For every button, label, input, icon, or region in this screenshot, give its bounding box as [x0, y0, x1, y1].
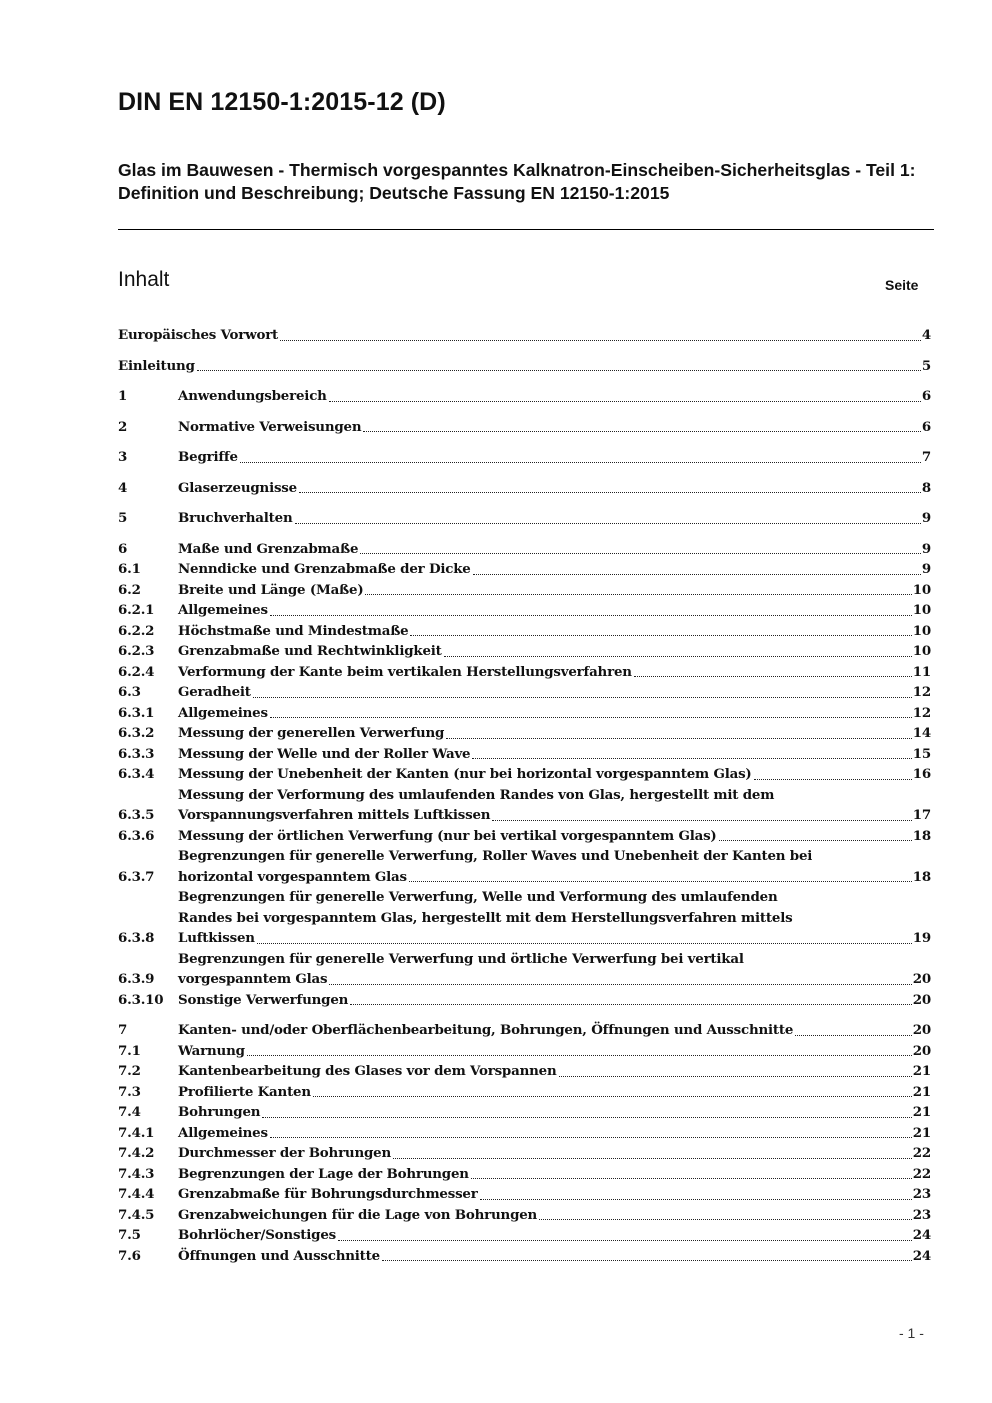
dot-leader	[539, 1219, 912, 1220]
toc-entry-title-line: Begrenzungen für generelle Verwerfung, Welle und Verformung des umlaufenden	[178, 889, 778, 905]
toc-entry-page: 18	[912, 827, 931, 844]
toc-entry-title: Durchmesser der Bohrungen	[178, 1145, 392, 1161]
toc-entry-page: 10	[912, 622, 931, 639]
toc-entry[interactable]	[118, 1246, 931, 1267]
toc-entry[interactable]	[118, 846, 931, 887]
toc-entry-title: Messung der örtlichen Verwerfung (nur bei vertikal vorgespanntem Glas)	[178, 827, 717, 844]
toc-entry[interactable]	[118, 662, 931, 683]
toc-entry[interactable]	[118, 764, 931, 785]
toc-entry-page: 21	[912, 1063, 931, 1079]
toc-entry[interactable]	[118, 1020, 931, 1041]
table-of-contents	[118, 325, 931, 1266]
toc-entry-title: Glaserzeugnisse	[178, 479, 297, 496]
toc-entry-number: 7.3	[118, 1083, 141, 1100]
toc-entry[interactable]	[118, 478, 931, 499]
toc-entry-page: 20	[912, 971, 931, 987]
toc-entry-title: Anwendungsbereich	[178, 388, 327, 404]
dot-leader	[473, 574, 921, 575]
toc-entry-page: 10	[912, 643, 931, 659]
toc-entry[interactable]	[118, 621, 931, 642]
dot-leader	[270, 1137, 912, 1138]
toc-entry-page: 22	[912, 1145, 931, 1161]
toc-entry-title: Profilierte Kanten	[178, 1083, 311, 1100]
toc-entry-title: Luftkissen	[178, 930, 255, 946]
document-title: Glas im Bauwesen - Thermisch vorgespanntes Kalknatron-Einscheiben-Sicherheitsglas - Teil 1: Definition und Beschreibung; Deutsche Fassung EN 12150-1:2015	[118, 160, 916, 203]
page-column-label: Seite	[885, 277, 919, 293]
toc-entry-number: 7.4.1	[118, 1124, 155, 1141]
toc-entry[interactable]	[118, 641, 931, 662]
dot-leader	[197, 370, 921, 371]
toc-entry-title: Breite und Länge (Maße)	[178, 581, 364, 598]
toc-entry-title: Normative Verweisungen	[178, 418, 362, 435]
toc-entry-page: 24	[912, 1247, 931, 1264]
dot-leader	[492, 820, 911, 821]
toc-entry-title: Grenzabweichungen für die Lage von Bohrungen	[178, 1206, 538, 1223]
toc-entry-title: Europäisches Vorwort	[118, 327, 279, 343]
dot-leader	[444, 656, 912, 657]
toc-entry-page: 14	[912, 725, 931, 741]
toc-entry-title: Öffnungen und Ausschnitte	[178, 1247, 380, 1264]
toc-entry-number: 6.3.1	[118, 704, 155, 721]
dot-leader	[350, 1004, 912, 1005]
dot-leader	[410, 635, 911, 636]
dot-leader	[338, 1240, 912, 1241]
toc-entry[interactable]	[118, 417, 931, 438]
dot-leader	[363, 431, 920, 432]
toc-entry-number: 6.3.6	[118, 827, 155, 844]
toc-heading: Inhalt	[118, 268, 170, 291]
toc-entry-page: 21	[912, 1083, 931, 1100]
dot-leader	[754, 779, 912, 780]
toc-entry-title: Warnung	[178, 1042, 245, 1059]
toc-entry-number: 6	[118, 540, 128, 557]
toc-entry-number: 6.3.4	[118, 766, 155, 782]
dot-leader	[393, 1158, 912, 1159]
toc-entry-number: 6.3.9	[118, 971, 155, 987]
toc-entry-title: Grenzabmaße für Bohrungsdurchmesser	[178, 1186, 478, 1202]
toc-entry[interactable]	[118, 744, 931, 765]
toc-entry-number: 6.2	[118, 581, 141, 598]
toc-entry-page: 15	[912, 745, 931, 762]
toc-entry[interactable]	[118, 1205, 931, 1226]
toc-entry-page: 11	[912, 663, 931, 680]
toc-entry-number: 6.3.3	[118, 745, 155, 762]
toc-entry-page: 7	[921, 449, 931, 465]
toc-entry-number: 6.2.3	[118, 643, 155, 659]
toc-entry-number: 6.3.5	[118, 807, 155, 823]
dot-leader	[253, 697, 912, 698]
toc-entry-page: 20	[912, 1022, 931, 1038]
dot-leader	[471, 1178, 912, 1179]
toc-entry[interactable]	[118, 1061, 931, 1082]
toc-entry-page: 9	[921, 540, 931, 557]
toc-entry-page: 21	[912, 1124, 931, 1141]
toc-entry-page: 12	[912, 704, 931, 721]
dot-leader	[257, 943, 912, 944]
dot-leader	[559, 1076, 912, 1077]
toc-entry-title: vorgespanntem Glas	[178, 971, 328, 987]
dot-leader	[247, 1055, 912, 1056]
toc-entry-page: 10	[912, 581, 931, 598]
toc-entry[interactable]	[118, 1184, 931, 1205]
toc-entry-number: 6.3.2	[118, 725, 155, 741]
dot-leader	[329, 401, 921, 402]
toc-entry-title: Messung der Unebenheit der Kanten (nur bei horizontal vorgespanntem Glas)	[178, 766, 752, 782]
toc-entry-title: Allgemeines	[178, 704, 268, 721]
toc-entry[interactable]	[118, 1225, 931, 1246]
toc-entry-title: Einleitung	[118, 357, 195, 374]
toc-entry-number: 7.4	[118, 1104, 141, 1120]
toc-entry-title: Bohrlöcher/Sonstiges	[178, 1227, 336, 1243]
toc-entry[interactable]	[118, 723, 931, 744]
toc-entry-number: 7	[118, 1022, 128, 1038]
toc-entry[interactable]	[118, 1102, 931, 1123]
toc-entry-page: 20	[912, 1042, 931, 1059]
toc-entry-title: Vorspannungsverfahren mittels Luftkissen	[178, 807, 491, 823]
dot-leader	[634, 676, 912, 677]
dot-leader	[382, 1260, 912, 1261]
dot-leader	[240, 462, 921, 463]
toc-entry-page: 23	[912, 1186, 931, 1202]
toc-entry-number: 6.2.4	[118, 663, 155, 680]
toc-entry[interactable]	[118, 559, 931, 580]
toc-entry-number: 7.5	[118, 1227, 141, 1243]
toc-entry-title-line: Begrenzungen für generelle Verwerfung und örtliche Verwerfung bei vertikal	[178, 950, 744, 967]
dot-leader	[280, 340, 921, 341]
toc-entry[interactable]	[118, 887, 931, 949]
toc-entry-number: 7.4.5	[118, 1206, 155, 1223]
toc-entry[interactable]	[118, 356, 931, 377]
toc-entry-title: Verformung der Kante beim vertikalen Herstellungsverfahren	[178, 663, 632, 680]
toc-entry-title: Bohrungen	[178, 1104, 261, 1120]
dot-leader	[313, 1096, 912, 1097]
toc-entry-number: 6.3.10	[118, 991, 164, 1008]
toc-entry-page: 6	[921, 388, 931, 404]
toc-entry-title: Messung der Welle und der Roller Wave	[178, 745, 471, 762]
toc-entry-number: 6.2.1	[118, 602, 155, 618]
toc-entry-title-line: Begrenzungen für generelle Verwerfung, Roller Waves und Unebenheit der Kanten bei	[178, 848, 813, 864]
toc-entry-page: 18	[912, 868, 931, 885]
dot-leader	[365, 594, 911, 595]
toc-entry-number: 7.6	[118, 1247, 141, 1264]
toc-entry-title-line: Randes bei vorgespanntem Glas, hergestellt mit dem Herstellungsverfahren mittels	[178, 909, 793, 926]
toc-entry-page: 4	[921, 327, 931, 343]
toc-entry[interactable]	[118, 826, 931, 847]
toc-entry-page: 16	[912, 766, 931, 782]
document-id: DIN EN 12150-1:2015-12 (D)	[118, 88, 446, 116]
toc-entry[interactable]	[118, 785, 931, 826]
toc-entry-number: 5	[118, 510, 128, 526]
toc-entry-page: 6	[921, 418, 931, 435]
dot-leader	[719, 840, 912, 841]
toc-entry-page: 24	[912, 1227, 931, 1243]
toc-entry-number: 7.4.4	[118, 1186, 155, 1202]
toc-entry-page: 9	[921, 561, 931, 577]
toc-entry[interactable]	[118, 600, 931, 621]
toc-entry-page: 20	[912, 991, 931, 1008]
toc-entry-page: 12	[912, 684, 931, 700]
footer-page-number: - 1 -	[899, 1325, 924, 1341]
toc-entry-number: 6.3	[118, 684, 141, 700]
toc-entry[interactable]	[118, 703, 931, 724]
toc-entry[interactable]	[118, 1123, 931, 1144]
toc-entry-number: 2	[118, 418, 128, 435]
toc-entry[interactable]	[118, 949, 931, 990]
toc-entry[interactable]	[118, 1082, 931, 1103]
toc-entry[interactable]	[118, 386, 931, 407]
toc-entry-title: Kanten- und/oder Oberflächenbearbeitung, Bohrungen, Öffnungen und Ausschnitte	[178, 1022, 794, 1038]
toc-entry-page: 5	[921, 357, 931, 374]
toc-entry[interactable]	[118, 539, 931, 560]
toc-entry-title: Maße und Grenzabmaße	[178, 540, 359, 557]
dot-leader	[446, 738, 912, 739]
toc-entry-title: Grenzabmaße und Rechtwinkligkeit	[178, 643, 442, 659]
dot-leader	[480, 1199, 912, 1200]
toc-entry-number: 6.3.8	[118, 930, 155, 946]
toc-entry[interactable]	[118, 1143, 931, 1164]
toc-entry[interactable]	[118, 325, 931, 346]
toc-entry-title: Allgemeines	[178, 1124, 268, 1141]
dot-leader	[262, 1117, 911, 1118]
toc-entry-number: 6.3.7	[118, 868, 155, 885]
toc-entry-page: 23	[912, 1206, 931, 1223]
toc-entry-page: 10	[912, 602, 931, 618]
dot-leader	[360, 553, 921, 554]
toc-entry-number: 7.4.3	[118, 1165, 155, 1182]
dot-leader	[409, 881, 912, 882]
toc-entry-page: 21	[912, 1104, 931, 1120]
toc-entry-title: Sonstige Verwerfungen	[178, 991, 349, 1008]
dot-leader	[295, 523, 921, 524]
toc-entry[interactable]	[118, 1164, 931, 1185]
dot-leader	[270, 717, 912, 718]
title-divider	[118, 229, 934, 230]
toc-entry-page: 17	[912, 807, 931, 823]
toc-entry-title: Begrenzungen der Lage der Bohrungen	[178, 1165, 469, 1182]
toc-entry[interactable]	[118, 682, 931, 703]
toc-entry[interactable]	[118, 447, 931, 468]
toc-entry-number: 7.1	[118, 1042, 141, 1059]
toc-entry-title: Bruchverhalten	[178, 510, 293, 526]
dot-leader	[329, 984, 911, 985]
dot-leader	[795, 1035, 912, 1036]
toc-entry-title: Messung der generellen Verwerfung	[178, 725, 445, 741]
toc-entry-page: 22	[912, 1165, 931, 1182]
dot-leader	[472, 758, 911, 759]
dot-leader	[299, 492, 921, 493]
toc-entry-title: horizontal vorgespanntem Glas	[178, 868, 407, 885]
toc-entry-number: 1	[118, 388, 128, 404]
toc-entry-page: 8	[921, 479, 931, 496]
toc-entry-title: Allgemeines	[178, 602, 268, 618]
toc-entry[interactable]	[118, 580, 931, 601]
toc-entry-number: 7.4.2	[118, 1145, 155, 1161]
toc-entry-title: Kantenbearbeitung des Glases vor dem Vorspannen	[178, 1063, 557, 1079]
toc-entry-page: 19	[912, 930, 931, 946]
toc-entry-title: Nenndicke und Grenzabmaße der Dicke	[178, 561, 471, 577]
toc-entry-number: 6.1	[118, 561, 141, 577]
toc-entry[interactable]	[118, 1041, 931, 1062]
toc-entry-title: Geradheit	[178, 684, 251, 700]
toc-entry-number: 7.2	[118, 1063, 141, 1079]
toc-entry-title-line: Messung der Verformung des umlaufenden Randes von Glas, hergestellt mit dem	[178, 786, 775, 803]
toc-entry-title: Höchstmaße und Mindestmaße	[178, 622, 409, 639]
dot-leader	[270, 615, 912, 616]
toc-entry-title: Begriffe	[178, 449, 238, 465]
toc-entry-page: 9	[921, 510, 931, 526]
toc-entry-number: 6.2.2	[118, 622, 155, 639]
toc-entry[interactable]	[118, 508, 931, 529]
toc-entry-number: 3	[118, 449, 128, 465]
toc-entry[interactable]	[118, 990, 931, 1011]
toc-entry-number: 4	[118, 479, 128, 496]
